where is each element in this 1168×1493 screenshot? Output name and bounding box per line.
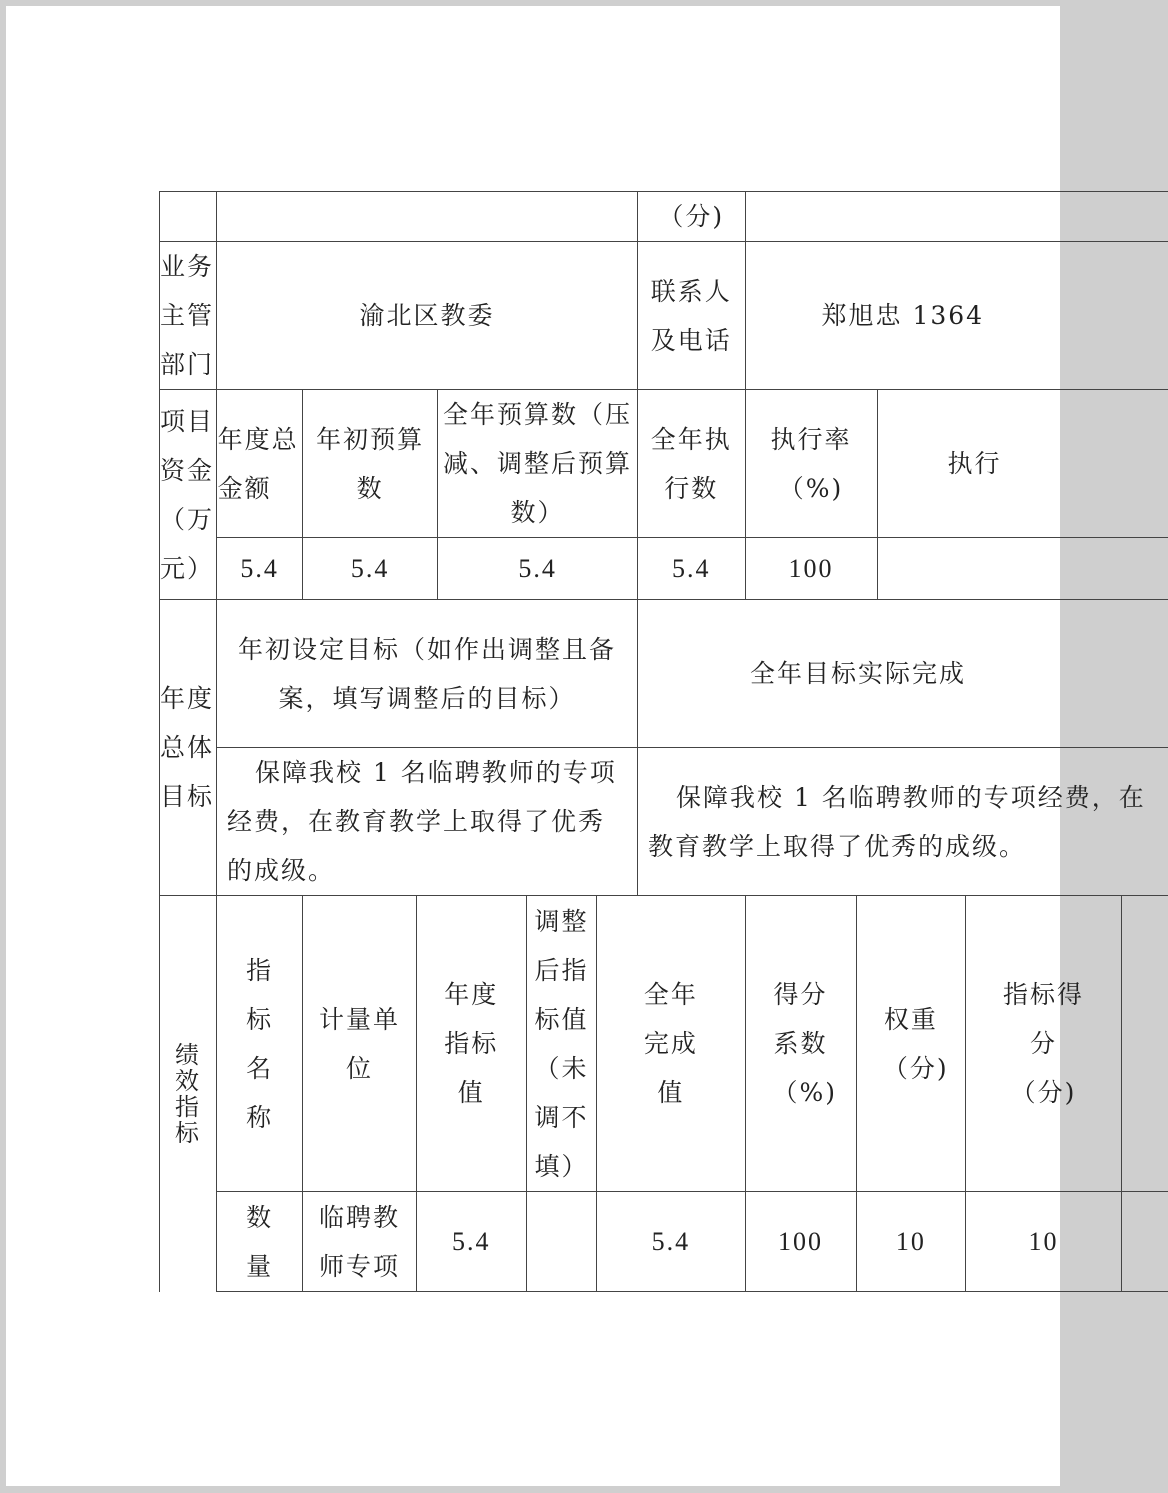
blank-cell: [1121, 1192, 1168, 1292]
full-year-exec-value: 5.4: [638, 538, 746, 600]
unit-value: 临聘教师专项: [319, 1202, 401, 1281]
table-row: [160, 748, 1168, 896]
exec-rate-header: 执行率（%): [745, 390, 877, 538]
goals-set-text: 保障我校 1 名临聘教师的专项经费，在教育教学上取得了优秀的成级。: [227, 758, 617, 885]
full-year-budget-value: 5.4: [438, 538, 638, 600]
table-row: [160, 242, 1168, 390]
perf-label-cell: [160, 896, 217, 1292]
dept-value-cell: [217, 242, 638, 390]
document-page: [6, 6, 1146, 1486]
contact-value-cell: [745, 242, 1168, 390]
table-row: [160, 538, 1168, 600]
category-cell: [217, 1192, 303, 1292]
adjusted-value-header: 调整后指标值（未调不填）: [526, 896, 597, 1192]
dept-label: 业务主管部门: [160, 252, 215, 379]
weight-header: 权重（分): [856, 896, 966, 1192]
table-row: [160, 1192, 1168, 1292]
adjusted-value: [526, 1192, 597, 1292]
weight-value: 10: [856, 1192, 966, 1292]
full-year-budget-header: 全年预算数（压减、调整后预算数）: [438, 390, 638, 538]
annual-value-header: 年度指标值: [416, 896, 526, 1192]
table-row: [160, 600, 1168, 748]
score-unit-cell: [638, 192, 746, 242]
goals-set-header-cell: [217, 600, 638, 748]
contact-label-cell: [638, 242, 746, 390]
exec-score-header: 执行: [877, 390, 1168, 538]
goals-actual-header: 全年目标实际完成: [750, 659, 967, 688]
goals-actual-text: 保障我校 1 名临聘教师的专项经费，在教育教学上取得了优秀的成级。: [648, 782, 1146, 861]
goals-label: 年度总体目标: [160, 684, 215, 811]
table-row: [160, 192, 1168, 242]
initial-budget-value: 5.4: [303, 538, 438, 600]
funds-label-cell: [160, 390, 217, 600]
score-coef-value: 100: [745, 1192, 856, 1292]
contact-value: 郑旭忠 1364: [821, 301, 985, 330]
goals-set-text-cell: [217, 748, 638, 896]
blank-cell: [160, 192, 217, 242]
completed-value-header: 全年完成值: [597, 896, 745, 1192]
exec-rate-value: 100: [745, 538, 877, 600]
funds-label: 项目资金（万元）: [160, 406, 215, 583]
score-unit: （分): [658, 202, 725, 231]
table-row: [160, 390, 1168, 538]
goals-label-cell: [160, 600, 217, 896]
annual-total-header: 年度总金额: [217, 390, 303, 538]
performance-evaluation-table: [159, 191, 1168, 1292]
blank-cell: [745, 192, 1168, 242]
contact-label: 联系人及电话: [650, 276, 732, 355]
unit-value-cell: [303, 1192, 417, 1292]
category: 数量: [246, 1202, 274, 1281]
table-row: [160, 896, 1168, 1192]
dept-label-cell: [160, 242, 217, 390]
indicator-score-value: 10: [966, 1192, 1121, 1292]
goals-set-header: 年初设定目标（如作出调整且备案，填写调整后的目标）: [237, 634, 616, 713]
score-coef-header: 得分系数（%): [745, 896, 856, 1192]
goals-actual-text-cell: [638, 748, 1168, 896]
unit-header: 计量单位: [303, 896, 417, 1192]
indicator-name-header: 指标名称: [217, 896, 303, 1192]
goals-actual-header-cell: [638, 600, 1168, 748]
annual-total-value: 5.4: [217, 538, 303, 600]
blank-cell: [217, 192, 638, 242]
indicator-score-header: 指标得分（分): [966, 896, 1121, 1192]
annual-value: 5.4: [416, 1192, 526, 1292]
perf-label: 绩效指标: [175, 1040, 201, 1147]
blank-cell: [1121, 896, 1168, 1192]
completed-value: 5.4: [597, 1192, 745, 1292]
full-year-exec-header: 全年执行数: [638, 390, 746, 538]
initial-budget-header: 年初预算数: [303, 390, 438, 538]
exec-score-value: [877, 538, 1168, 600]
dept-value: 渝北区教委: [359, 301, 495, 330]
